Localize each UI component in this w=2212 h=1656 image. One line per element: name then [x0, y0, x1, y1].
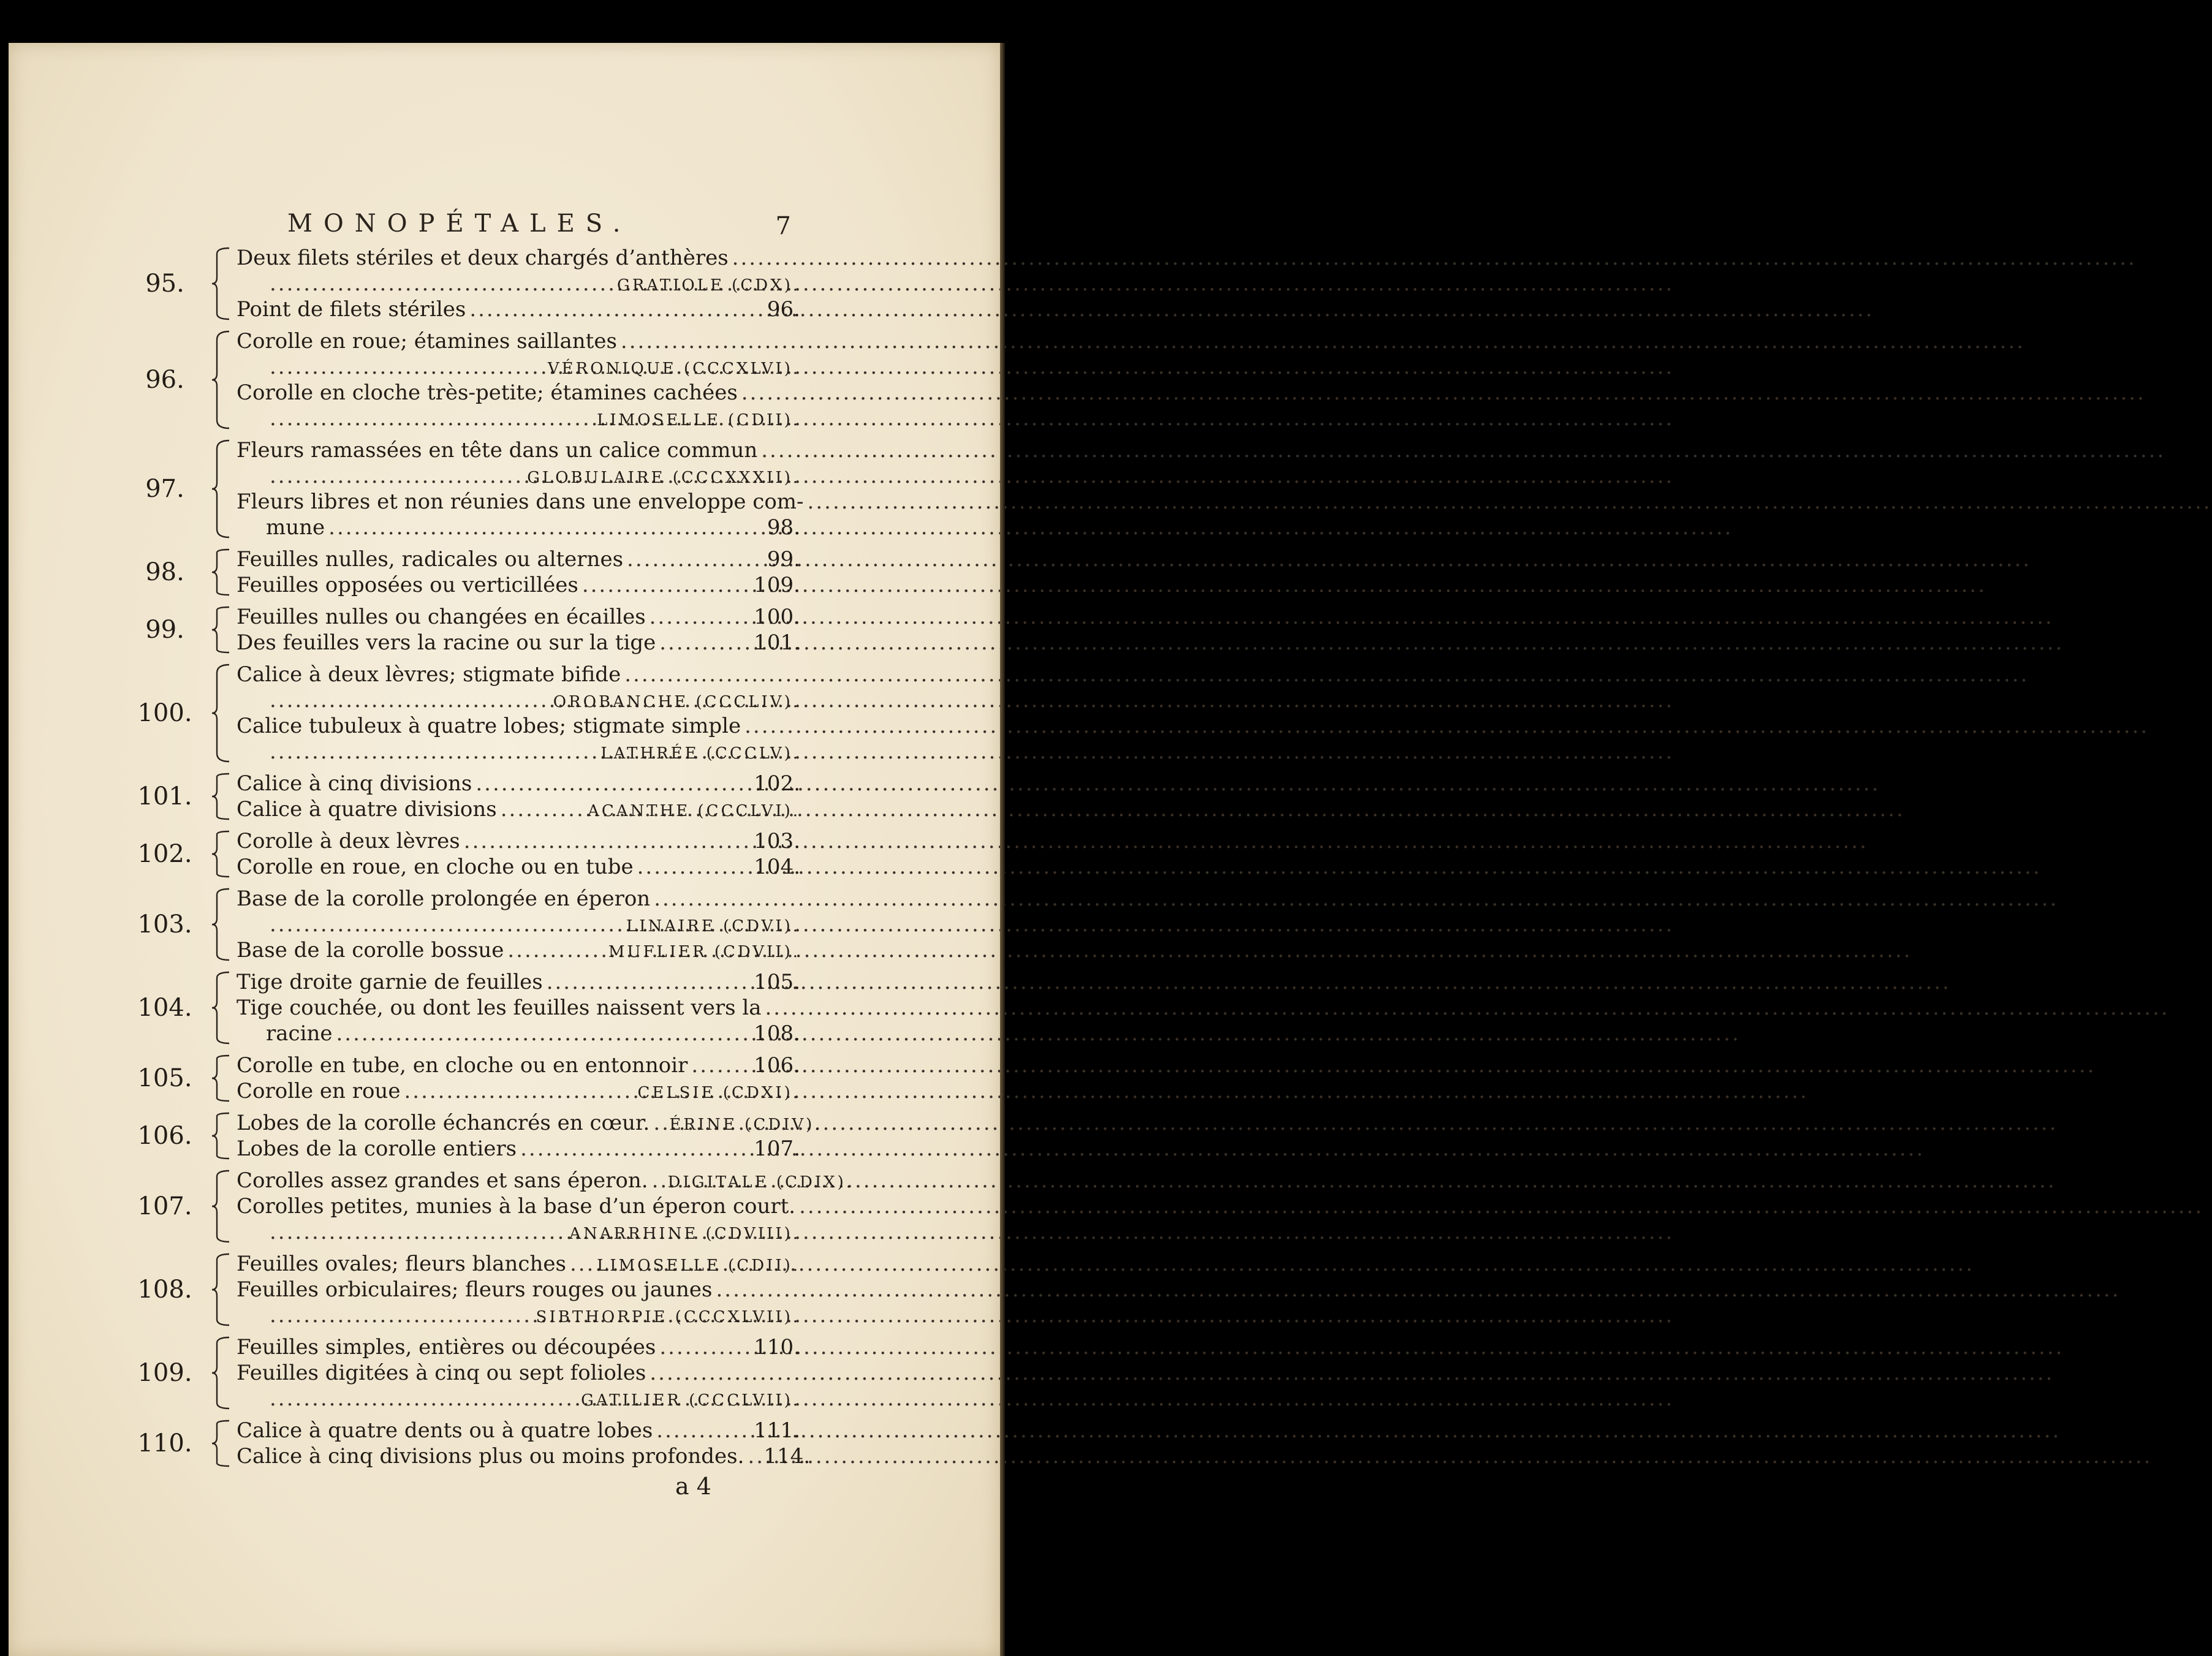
- leader-dots: [336, 1021, 750, 1046]
- key-line: [237, 1053, 800, 1078]
- leader-dots: [582, 572, 750, 598]
- leader-dots: [270, 1386, 577, 1412]
- line-text: Corolles assez grandes et sans éperon.: [237, 1168, 648, 1193]
- leader-dots: [520, 1136, 750, 1162]
- key-line: [237, 854, 800, 880]
- key-line: [237, 546, 800, 572]
- key-line: [237, 1277, 800, 1302]
- key-line: [237, 1386, 800, 1412]
- leader-dots: [270, 1302, 532, 1328]
- line-text: Feuilles nulles, radicales ou alternes: [237, 547, 624, 572]
- line-reference: LINAIRE (CDVI).: [626, 917, 800, 936]
- leader-dots: [650, 1360, 797, 1386]
- identification-key: [9, 43, 1000, 1656]
- line-reference: 114.: [763, 1444, 811, 1469]
- key-line: [237, 662, 800, 687]
- key-entry: [9, 604, 1000, 656]
- leader-dots: [808, 489, 820, 515]
- leader-dots: [650, 604, 751, 630]
- line-text: Calice à quatre divisions: [237, 797, 497, 822]
- entry-number: 105.: [137, 1064, 192, 1092]
- key-line: [237, 572, 800, 598]
- key-line: [237, 437, 800, 463]
- leader-dots: [691, 1053, 750, 1078]
- line-reference: SIBTHORPIE (CCCXLVII).: [536, 1308, 800, 1326]
- brace-icon: [211, 1336, 232, 1410]
- line-text: Feuilles digitées à cinq ou sept folioles: [237, 1361, 646, 1385]
- key-entry: [9, 1110, 1000, 1162]
- line-reference: ÉRINE (CDIV).: [669, 1116, 822, 1134]
- key-entry: [9, 245, 1000, 322]
- key-line: [237, 995, 800, 1021]
- key-line: [237, 354, 800, 380]
- leader-dots: [624, 662, 797, 687]
- leader-dots: [328, 515, 763, 540]
- leader-dots: [270, 354, 544, 380]
- entry-number: 102.: [137, 840, 192, 868]
- entry-number: 109.: [137, 1359, 192, 1387]
- line-text: Feuilles simples, entières ou découpées: [237, 1335, 656, 1359]
- line-text: Fleurs ramassées en tête dans un calice commun: [237, 438, 758, 463]
- line-text: Calice tubuleux à quatre lobes; stigmate simple: [237, 714, 741, 738]
- key-entry: [9, 969, 1000, 1046]
- line-reference: OROBANCHE (CCCLIV).: [553, 693, 800, 711]
- line-text: Lobes de la corolle échancrés en cœur.: [237, 1111, 650, 1135]
- line-reference: LIMOSELLE (CDII).: [597, 411, 800, 429]
- line-text: Fleurs libres et non réunies dans une enveloppe com-: [237, 490, 804, 514]
- line-text: Des feuilles vers la racine ou sur la tige: [237, 630, 656, 655]
- key-line: [237, 1334, 800, 1360]
- leader-dots: [570, 1251, 593, 1277]
- line-text: Corolle en tube, en cloche ou en entonnoir: [237, 1053, 688, 1078]
- brace-icon: [211, 1111, 232, 1160]
- brace-icon: [211, 830, 232, 879]
- key-line: [237, 1193, 800, 1219]
- entry-number: 101.: [137, 782, 192, 811]
- line-reference: 104.: [754, 855, 800, 879]
- line-text: Feuilles nulles ou changées en écailles: [237, 605, 646, 629]
- line-reference: ANARRHINE (CDVIII).: [569, 1225, 800, 1243]
- line-reference: VÉRONIQUE (CCCXLVI).: [547, 360, 800, 378]
- line-text: Deux filets stériles et deux chargés d’anthères: [237, 246, 729, 270]
- key-line: [237, 463, 800, 489]
- entry-number: 95.: [145, 270, 184, 298]
- key-line: [237, 1251, 800, 1277]
- line-text: Base de la corolle bossue: [237, 938, 504, 962]
- line-reference: 99.: [767, 547, 800, 572]
- leader-dots: [637, 854, 751, 880]
- line-text: Corolle en roue, en cloche ou en tube: [237, 855, 634, 879]
- leader-dots: [464, 828, 751, 854]
- leader-dots: [716, 1277, 797, 1302]
- key-line: [237, 1110, 822, 1136]
- key-line: [237, 687, 800, 713]
- line-reference: GLOBULAIRE (CCCXXXII).: [527, 469, 800, 487]
- entry-number: 97.: [145, 475, 184, 503]
- key-line: [237, 1021, 800, 1046]
- line-reference: 96.: [767, 297, 800, 322]
- brace-icon: [211, 887, 232, 962]
- leader-dots: [656, 1418, 750, 1443]
- key-line: [237, 380, 800, 406]
- key-entry: [9, 662, 1000, 765]
- brace-icon: [211, 772, 232, 821]
- leader-dots: [507, 937, 605, 963]
- line-text: Calice à deux lèvres; stigmate bifide: [237, 662, 621, 687]
- line-reference: CELSIE (CDXI).: [637, 1084, 800, 1102]
- line-reference: 100.: [754, 605, 800, 629]
- brace-icon: [211, 970, 232, 1045]
- leader-dots: [748, 1443, 760, 1469]
- entry-number: 98.: [145, 558, 184, 586]
- signature-mark: a 4: [675, 1473, 711, 1500]
- line-reference: 105.: [754, 970, 800, 994]
- key-entry: [9, 771, 1000, 822]
- brace-icon: [211, 330, 232, 430]
- page-number: 7: [775, 212, 791, 240]
- key-entry: [9, 1168, 1000, 1245]
- line-reference: 103.: [754, 829, 800, 853]
- key-line: [237, 489, 804, 515]
- line-text: Tige droite garnie de feuilles: [237, 970, 543, 994]
- brace-icon: [211, 1419, 232, 1468]
- key-line: [237, 245, 800, 271]
- key-line: [237, 828, 800, 854]
- key-line: [237, 515, 800, 540]
- leader-dots: [653, 1110, 665, 1136]
- leader-dots: [270, 271, 613, 297]
- key-entry: [9, 828, 1000, 880]
- leader-dots: [469, 297, 763, 322]
- leader-dots: [659, 630, 750, 656]
- leader-dots: [765, 995, 797, 1021]
- key-line: [237, 297, 800, 322]
- line-text: Corolles petites, munies à la base d’un éperon court.: [237, 1194, 796, 1219]
- entry-number: 104.: [137, 994, 192, 1022]
- key-entry: [9, 1053, 1000, 1104]
- key-line: [237, 604, 800, 630]
- line-reference: LIMOSELLE (CDII).: [597, 1257, 800, 1275]
- key-line: [237, 771, 800, 796]
- leader-dots: [475, 771, 750, 796]
- entry-number: 96.: [145, 366, 184, 394]
- brace-icon: [211, 1169, 232, 1244]
- brace-icon: [211, 663, 232, 763]
- key-entry: [9, 886, 1000, 963]
- key-line: [237, 739, 800, 765]
- key-line: [237, 1078, 800, 1104]
- line-text: Lobes de la corolle entiers: [237, 1136, 517, 1161]
- entry-number: 110.: [137, 1429, 192, 1458]
- key-line: [237, 937, 800, 963]
- line-reference: 102.: [754, 771, 800, 796]
- key-line: [237, 630, 800, 656]
- entry-number: 108.: [137, 1276, 192, 1304]
- line-reference: GATILIER (CCCLVII).: [581, 1391, 800, 1410]
- leader-dots: [547, 969, 751, 995]
- leader-dots: [270, 406, 593, 431]
- line-text: Corolle en cloche très-petite; étamines cachées: [237, 380, 738, 405]
- line-reference: GRATIOLE (CDX).: [617, 276, 800, 295]
- leader-dots: [654, 886, 797, 912]
- brace-icon: [211, 246, 232, 321]
- key-line: [237, 969, 800, 995]
- line-reference: DIGITALE (CDIX).: [667, 1173, 854, 1192]
- leader-dots: [659, 1334, 750, 1360]
- leader-dots: [799, 1193, 811, 1219]
- page-edge: [1000, 43, 1005, 1656]
- brace-icon: [211, 439, 232, 539]
- line-reference: 106.: [754, 1053, 800, 1078]
- key-entry: [9, 1418, 1000, 1469]
- brace-icon: [211, 1252, 232, 1327]
- line-text: Base de la corolle prolongée en éperon: [237, 887, 651, 911]
- brace-icon: [211, 548, 232, 597]
- key-line: [237, 1418, 800, 1443]
- book-page: [9, 43, 1000, 1656]
- key-entry: [9, 328, 1000, 431]
- line-text: Feuilles opposées ou verticillées: [237, 573, 578, 597]
- entry-number: 99.: [145, 616, 184, 644]
- key-line: [237, 328, 800, 354]
- line-reference: 111.: [754, 1418, 800, 1443]
- line-text: Calice à cinq divisions plus ou moins profondes.: [237, 1444, 744, 1469]
- key-entry: [9, 1334, 1000, 1412]
- line-text: Feuilles orbiculaires; fleurs rouges ou jaunes: [237, 1277, 713, 1302]
- key-entry: [9, 437, 1000, 540]
- line-reference: 110.: [754, 1335, 800, 1359]
- leader-dots: [627, 546, 763, 572]
- line-reference: 98.: [767, 515, 800, 540]
- line-text: mune: [266, 515, 325, 540]
- line-reference: ACANTHE (CCCLVI).: [588, 802, 800, 820]
- line-text: racine: [266, 1021, 333, 1046]
- key-line: [237, 1136, 800, 1162]
- line-reference: 107.: [754, 1136, 800, 1161]
- line-text: Feuilles ovales; fleurs blanches: [237, 1252, 566, 1276]
- line-reference: MUFLIER (CDVII).: [608, 943, 800, 961]
- leader-dots: [761, 437, 797, 463]
- entry-number: 100.: [137, 699, 192, 727]
- leader-dots: [404, 1078, 634, 1104]
- key-entry: [9, 1251, 1000, 1328]
- leader-dots: [732, 245, 797, 271]
- key-line: [237, 1443, 811, 1469]
- key-line: [237, 1302, 800, 1328]
- line-text: Corolle en roue: [237, 1079, 401, 1103]
- key-line: [237, 271, 800, 297]
- key-line: [237, 912, 800, 937]
- line-text: Corolle en roue; étamines saillantes: [237, 329, 617, 354]
- line-reference: 109.: [754, 573, 800, 597]
- key-line: [237, 796, 800, 822]
- line-text: Tige couchée, ou dont les feuilles naissent vers la: [237, 996, 762, 1020]
- leader-dots: [270, 463, 523, 489]
- key-line: [237, 1168, 854, 1193]
- leader-dots: [744, 713, 797, 739]
- leader-dots: [741, 380, 797, 406]
- leader-dots: [270, 739, 597, 765]
- leader-dots: [270, 1219, 566, 1245]
- leader-dots: [652, 1168, 664, 1193]
- line-text: Calice à cinq divisions: [237, 771, 472, 796]
- entry-number: 106.: [137, 1122, 192, 1150]
- line-reference: LATHRÉE (CCCLV).: [600, 744, 800, 763]
- line-text: Corolle à deux lèvres: [237, 829, 460, 853]
- key-line: [237, 1219, 800, 1245]
- entry-number: 107.: [137, 1192, 192, 1220]
- leader-dots: [270, 687, 550, 713]
- key-line: [237, 406, 800, 431]
- entry-number: 103.: [137, 910, 192, 939]
- line-text: Calice à quatre dents ou à quatre lobes: [237, 1418, 653, 1443]
- key-line: [237, 1360, 800, 1386]
- line-reference: 108.: [754, 1021, 800, 1046]
- brace-icon: [211, 605, 232, 654]
- leader-dots: [501, 796, 584, 822]
- line-reference: 101.: [754, 630, 800, 655]
- running-title: MONOPÉTALES.: [287, 210, 632, 238]
- brace-icon: [211, 1054, 232, 1103]
- leader-dots: [270, 912, 623, 937]
- line-text: Point de filets stériles: [237, 297, 466, 322]
- key-entry: [9, 546, 1000, 598]
- leader-dots: [621, 328, 797, 354]
- key-line: [237, 886, 800, 912]
- key-line: [237, 713, 800, 739]
